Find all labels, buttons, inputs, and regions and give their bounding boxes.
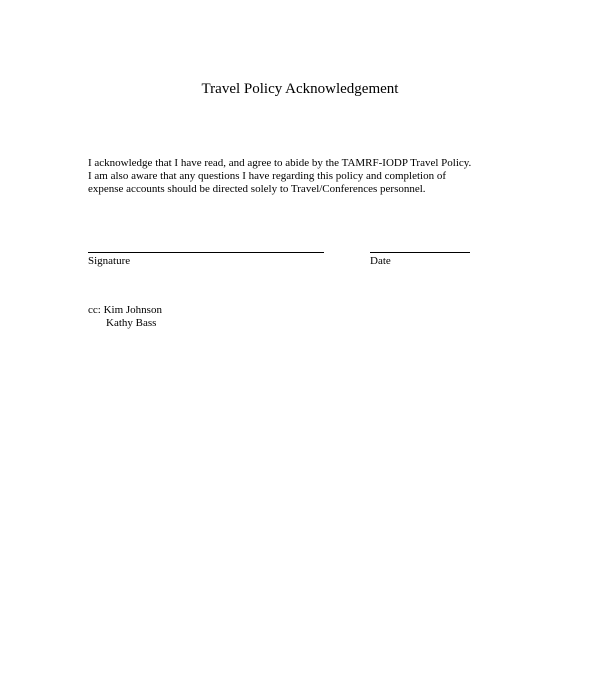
document-title: Travel Policy Acknowledgement bbox=[201, 81, 399, 97]
paragraph-line: I acknowledge that I have read, and agree to abide by the TAMRF-IODP Travel Policy. bbox=[88, 157, 472, 169]
cc-row-second bbox=[88, 317, 162, 330]
cc-recipient: Kathy Bass bbox=[106, 317, 157, 329]
cc-block bbox=[88, 304, 162, 330]
paragraph-line: I am also aware that any questions I have regarding this policy and completion of bbox=[88, 170, 447, 182]
paragraph-line: expense accounts should be directed solely to Travel/Conferences personnel. bbox=[88, 183, 426, 195]
cc-prefix: cc: bbox=[88, 304, 101, 316]
acknowledgement-paragraph bbox=[88, 157, 548, 196]
cc-recipient: Kim Johnson bbox=[103, 304, 162, 316]
signature-line bbox=[88, 252, 324, 253]
date-label: Date bbox=[370, 255, 391, 267]
signature-label: Signature bbox=[88, 255, 131, 267]
date-line bbox=[370, 252, 470, 253]
cc-row-first bbox=[88, 304, 162, 317]
